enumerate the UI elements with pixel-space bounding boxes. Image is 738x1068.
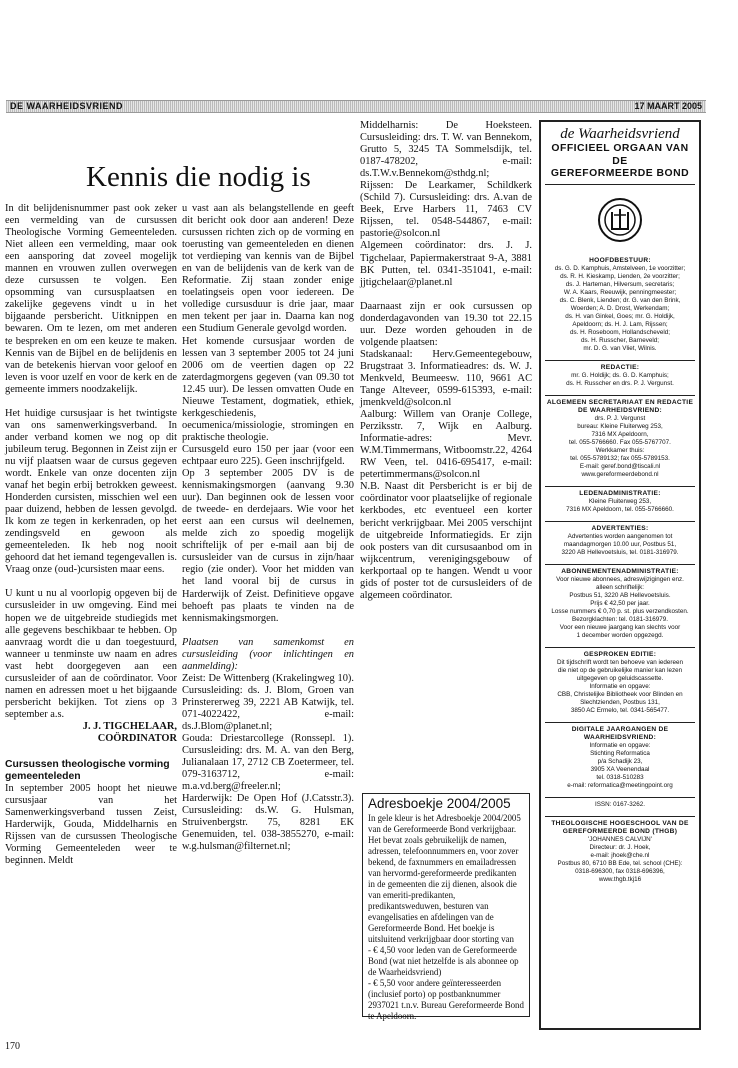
paragraph: Cursusgeld euro 150 per jaar (voor een echtpaar euro 225). Geen inschrijfgeld. xyxy=(182,443,354,467)
masthead-section-heading: LEDENADMINISTRATIE: xyxy=(579,489,661,497)
masthead-line: Slechtzienden, Postbus 131, xyxy=(580,698,660,706)
masthead-line: Woerden; A. D. Drost, Werkendam; xyxy=(570,304,670,312)
masthead-line: 3905 XA Veenendaal xyxy=(590,765,650,773)
masthead-colophon xyxy=(539,120,701,1030)
masthead-line: Voor nieuwe abonnees, adreswijzigingen enz. xyxy=(556,575,684,583)
masthead-line: CBB, Christelijke Bibliotheek voor Blinden en xyxy=(557,690,683,698)
masthead-line: www.thgb.tkj16 xyxy=(598,875,642,883)
masthead-subtitle: OFFICIEEL ORGAAN VAN DE xyxy=(551,143,689,167)
bond-seal-icon xyxy=(597,197,643,243)
masthead-line: ds. G. D. Kamphuis, Amstelveen, 1e voorzitter; xyxy=(554,264,686,272)
masthead-section-heading: ADVERTENTIES: xyxy=(591,524,649,532)
box-price-members: - € 4,50 voor leden van de Gereformeerde Bond (wat niet hetzelfde is als abonnee op de Waarheidsvriend) xyxy=(368,945,519,977)
divider xyxy=(545,564,695,565)
masthead-line: die niet op de gebruikelijke manier kan lezen xyxy=(557,666,683,674)
masthead-section-heading: ALGEMEEN SECRETARIAAT EN REDACTIE DE WAARHEIDSVRIEND: xyxy=(546,398,694,414)
masthead-section xyxy=(545,486,695,514)
paragraph: U kunt u nu al voorlopig opgeven bij de cursusleider in uw omgeving. Eind mei hopen we de uitgebreide studiegids met alle gegevens beschikbaar te hebben. Op aanvraag wordt die u dan toegestuurd, wanneer u tenminste uw naam en adres vast hebt doorgegeven aan een cursusleider of aan de coördinator. Voor namen en adressen moet u het bijgaande persbericht bekijken. Tot ziens op 3 september a.s. xyxy=(5,588,177,720)
masthead-line: ISSN: 0167-3262. xyxy=(594,800,646,808)
masthead-section xyxy=(545,395,695,479)
masthead-line: Voor een nieuwe jaargang kan slechts voor xyxy=(559,623,681,631)
masthead-line: ds. C. Blenk, Lienden; dr. G. van den Brink, xyxy=(559,296,681,304)
running-header xyxy=(6,100,706,113)
article-column-1 xyxy=(5,203,177,879)
box-text: In gele kleur is het Adresboekje 2004/2005 van de Gereformeerde Bond verkrijgbaar. Het bevat zoals gebruikelijk de namen, adressen, telefoonnummers en, voor zover bekend, de faxnummers en emailadressen van hervormd-gereformeerde predikanten in de gemeenten die zij dienen, alsook die van emeriti-predikanten, predikantsweduwen, besturen van evangelisaties en afdelingen van de Gereformeerde Bond. Het boekje is uitsluitend verkrijgbaar door storting van xyxy=(368,813,521,944)
masthead-line: drs. P. J. Vergunst xyxy=(594,414,646,422)
divider xyxy=(545,521,695,522)
masthead-line: Prijs € 42,50 per jaar. xyxy=(590,599,650,607)
masthead-line: Losse nummers € 0,70 p. st. plus verzendkosten. Bezorgklachten: tel. 0181-316979. xyxy=(551,607,689,623)
masthead-line: maandagmorgen 10.00 uur, Postbus 51, xyxy=(563,540,677,548)
masthead-line: mr. G. Holdijk; ds. G. D. Kamphuis; xyxy=(571,371,669,379)
masthead-line: W. A. Kaars, Reeuwijk, penningmeester; xyxy=(563,288,677,296)
place-entry: Harderwijk: De Open Hof (J.Catsstr.3). Cursusleiding: ds.W. G. Hulsman, Struivenbergstr. 75, 8281 EK Genemuiden, tel. 038-3855270, e-mail: w.g.hulsman@filternet.nl; xyxy=(182,793,354,853)
adresboekje-box xyxy=(362,793,530,1021)
article-column-2 xyxy=(182,203,354,853)
masthead-section xyxy=(545,797,695,809)
masthead-line: 3220 AB Hellevoetsluis, tel. 0181-316979. xyxy=(561,548,679,556)
masthead-line: Werkkamer thuis: xyxy=(595,446,645,454)
masthead-line: e-mail: jhoek@che.nl xyxy=(590,851,650,859)
masthead-section xyxy=(545,816,695,884)
masthead-line: www.gereformeerdebond.nl xyxy=(581,470,659,478)
divider xyxy=(545,395,695,396)
masthead-line: tel. 055-5789132; fax 055-5789153. xyxy=(570,454,670,462)
header-date: 17 MAART 2005 xyxy=(634,101,702,111)
masthead-line: ds. J. Harteman, Hilversum, secretaris; xyxy=(565,280,675,288)
masthead-sections xyxy=(545,257,695,884)
masthead-line: Dit tijdschrift wordt ten behoeve van iedereen xyxy=(556,658,683,666)
paragraph: Daarnaast zijn er ook cursussen op donderdagavonden van 19.30 tot 22.15 uur. Deze worden gehouden in de volgende plaatsen: xyxy=(360,300,532,348)
masthead-line: alleen schriftelijk: xyxy=(596,583,644,591)
divider xyxy=(545,647,695,648)
masthead-section-heading: HOOFDBESTUUR: xyxy=(589,256,651,264)
masthead-title: de Waarheidsvriend xyxy=(560,126,680,142)
masthead-line: 1 december worden opgezegd. xyxy=(576,631,664,639)
masthead-line: Advertenties worden aangenomen tot xyxy=(567,532,673,540)
masthead-subtitle: GEREFORMEERDE BOND xyxy=(550,168,690,179)
masthead-section xyxy=(545,257,695,353)
masthead-section xyxy=(545,521,695,557)
masthead-line: uitgegeven op geluidscassette. xyxy=(576,674,664,682)
article-column-3 xyxy=(360,120,532,614)
masthead-line: tel. 0318-510283 xyxy=(596,773,644,781)
masthead-line: Stichting Reformatica xyxy=(590,749,650,757)
masthead-line: ds. H. Roseboom, Hollandscheveld; xyxy=(569,328,671,336)
masthead-line: Postbus 80, 6710 BB Ede, tel. school (CHE): xyxy=(557,859,683,867)
masthead-section-heading: REDACTIE: xyxy=(600,363,640,371)
place-entry: Middelharnis: De Hoeksteen. Cursusleiding: drs. T. W. van Bennekom, Grutto 5, 3245 TA Sommelsdijk, tel. 0187-478202, e-mail: ds.T.W.v.Bennekom@sthdg.nl; xyxy=(360,120,532,180)
masthead-section-heading: DIGITALE JAARGANGEN DE WAARHEIDSVRIEND: xyxy=(571,725,669,741)
masthead-line: Directeur: dr. J. Hoek, xyxy=(589,843,651,851)
masthead-line: 'JOHANNES CALVIJN' xyxy=(588,835,652,843)
masthead-line: 3850 AC Ermelo, tel. 0341-565477. xyxy=(570,706,670,714)
box-price-others: - € 5,50 voor andere geïnteresseerden (inclusief porto) op postbanknummer 2937021 t.n.v. Bureau Gereformeerde Bond te Apeldoorn. xyxy=(368,978,524,1021)
masthead-line: p/a Schadijk 23, xyxy=(597,757,643,765)
divider xyxy=(545,360,695,361)
masthead-section-heading: ABONNEMENTENADMINISTRATIE: xyxy=(561,567,679,575)
masthead-line: ds. H. Russcher, Barneveld; xyxy=(580,336,660,344)
masthead-section xyxy=(545,564,695,640)
masthead-line: e-mail: reformatica@meetingpoint.org xyxy=(567,781,673,789)
paragraph: Op 3 september 2005 DV is de kennismakingsmorgen (aanvang 9.30 uur). Dan beginnen ook de lessen voor de tweede- en derdejaars. Wie voor het eerst aan een cursus wil deelnemen, melde zich zo spoedig mogelijk schriftelijk of per e-mail aan bij de cursusleider van de cursus in zijn/haar regio (zie onder). Voor het midden van het land vooral bij de cursus in Harderwijk of Zeist. Definitieve opgave behoeft pas plaats te vinden na de kennismakingsmorgen. xyxy=(182,468,354,624)
divider xyxy=(545,722,695,723)
header-publication: DE WAARHEIDSVRIEND xyxy=(10,101,124,111)
masthead-line: bureau: Kleine Fluiterweg 253, xyxy=(577,422,663,430)
masthead-section-heading: THEOLOGISCHE HOGESCHOOL VAN DE GEREFORMEERDE BOND (THGB) xyxy=(551,819,689,835)
page-number: 170 xyxy=(5,1041,20,1052)
divider xyxy=(545,486,695,487)
masthead-line: 0318-696300, fax 0318-696396, xyxy=(575,867,665,875)
masthead-section xyxy=(545,722,695,790)
masthead-line: 7316 MX Apeldoorn, tel. 055-5766660. xyxy=(566,505,674,513)
divider xyxy=(545,184,695,185)
divider xyxy=(545,816,695,817)
place-entry: Zeist: De Wittenberg (Krakelingweg 10). Cursusleiding: ds. J. Blom, Groen van Prinstererweg 39, 2221 AB Katwijk, tel. 071-4022422, e-mail: ds.J.Blom@planet.nl; xyxy=(182,672,354,732)
divider xyxy=(545,797,695,798)
place-entry: Gouda: Driestarcollege (Ronssepl. 1). Cursusleiding: drs. M. A. van den Berg, Julianalaan 17, 2712 CB Zoetermeer, tel. 079-3163712, e-mail: m.a.vd.berg@freeler.nl; xyxy=(182,733,354,793)
box-title: Adresboekje 2004/2005 xyxy=(368,796,511,811)
masthead-line: mr. D. G. van Vliet, Wilnis. xyxy=(583,344,657,352)
masthead-line: Informatie en opgave: xyxy=(589,741,651,749)
masthead-section xyxy=(545,360,695,388)
place-entry: Rijssen: De Learkamer, Schildkerk (Schild 7). Cursusleiding: drs. A.van de Beek, Erve Harbers 11, 7463 CV Rijssen, tel. 0548-544867, e-mail: pastorie@solcon.nl xyxy=(360,180,532,240)
place-entry: Stadskanaal: Herv.Gemeentegebouw, Brugstraat 3. Informatieadres: ds. W. J. Menkveld, Beumeesw. 110, 9661 AC Tange Alteveer, 0599-615393, e-mail: jmenkveld@solcon.nl xyxy=(360,348,532,409)
masthead-line: tel. 055-5766660. Fax 055-5767707. xyxy=(569,438,671,446)
places-heading: Plaatsen van samenkomst en cursusleiding (voor inlichtingen en aanmelding): xyxy=(182,636,354,672)
masthead-section xyxy=(545,647,695,715)
paragraph: Het komende cursusjaar worden de lessen van 3 september 2005 tot 24 juni 2006 om de veertien dagen op 22 zaterdagmorgens gegeven (van 09.30 tot 12.45 uur). De lessen omvatten Oude en Nieuwe Testament, dogmatiek, ethiek, kerkgeschiedenis, oecumenica/missiologie, stromingen en praktische theologie. xyxy=(182,335,354,443)
masthead-line: Postbus 51, 3220 AB Hellevoetsluis. xyxy=(569,591,671,599)
author-signature: J. J. TIGCHELAAR, COÖRDINATOR xyxy=(82,720,177,744)
masthead-line: ds. R. H. Kieskamp, Lienden, 2e voorzitter; xyxy=(560,272,680,280)
paragraph: Het huidige cursusjaar is het twintigste van ons samenwerkingsverband. In ander verband komen we nog op dit jubileum terug. Begonnen in Zeist zijn er nu vijf plaatsen waar de cursus gegeven wordt. Enkele van onze docenten zijn vanaf het begin erbij betrokken geweest. Honderden cursisten, misschien wel een paar duizend, hebben de lessen gevolgd. Ik kom ze tegen in kerkenraden, op het zendingsveld en gewoon als gemeenteleden. Ik heb nog nooit gehoord dat het iemand tegengevallen is. Vraag onze (oud-)cursisten maar eens. xyxy=(5,407,177,576)
paragraph: In september 2005 hoopt het nieuwe cursusjaar van het Samenwerkingsverband tussen Zeist, Harderwijk, Gouda, Middelharnis en Rijssen van de cursussen Theologische Vorming Gemeenteleden weer te beginnen. Meldt xyxy=(5,783,177,867)
masthead-line: ds. H. van Ginkel, Goes; mr. G. Holdijk, xyxy=(565,312,675,320)
masthead-line: Informatie en opgave: xyxy=(589,682,651,690)
coordinator-entry: Algemeen coördinator: drs. J. J. Tigchelaar, Papiermakerstraat 9-A, 3881 BK Putten, tel. 0341-351041, e-mail: jjtigchelaar@planet.nl xyxy=(360,240,532,288)
masthead-line: 7316 MX Apeldoorn, xyxy=(591,430,649,438)
masthead-line: Kleine Fluiterweg 253, xyxy=(588,497,652,505)
article-title: Kennis die nodig is xyxy=(86,161,311,193)
section-subheading: Cursussen theologische vorming gemeenteleden xyxy=(5,759,170,783)
masthead-line: ds. H. Russcher en drs. P. J. Vergunst. xyxy=(566,379,674,387)
masthead-section-heading: GESPROKEN EDITIE: xyxy=(583,650,657,658)
paragraph: N.B. Naast dit Persbericht is er bij de coördinator voor plaatselijke of regionale kerkbodes, etc eventueel een korter bericht verkrijgbaar. Mei 2005 verschijnt de uitgebreide Informatiegids. Er zijn ook posters van dit cursusaanbod om in wijkcentrum, verenigingsgebouw of kerkportaal op te hangen. Wendt u voor gids of poster tot de cursusleiders of de algemeen coördinator. xyxy=(360,481,532,601)
place-entry: Aalburg: Willem van Oranje College, Perziksstr. 7, Wijk en Aalburg. Informatie-adres: Mevr. W.M.Timmermans, Witboomstr.22, 4264 RW Veen, tel. 0416-695417, e-mail: petertimmermans@solcon.nl xyxy=(360,409,532,481)
masthead-line: E-mail: geref.bond@tiscali.nl xyxy=(579,462,661,470)
paragraph: In dit belijdenisnummer past ook zeker een vermelding van de cursussen Theologische Vorming Gemeenteleden. Niet alleen een vermelding, maar ook een aansporing dat zoveel mogelijk mannen en vrouwen zullen overwegen deze cursussen te volgen. Een opsomming van cursusplaatsen en zakelijke gegevens vindt u in het bijgaande persbericht. Uitknippen en bewaren. Om te lezen, om met anderen te bespreken en om een keuze te maken. Kennis van de Bijbel en de belijdenis en van de betekenis hiervan voor geloof en leven is voor uzelf en voor de kerk en de gemeente immers noodzakelijk. xyxy=(5,203,177,395)
paragraph: u vast aan als belangstellende en geeft dit bericht ook door aan anderen! Deze cursussen richten zich op de vorming en toerusting van gemeenteleden en dienen tot verdieping van kennis van de Bijbel en van de belijdenis van de kerk van de Reformatie. Zij staan zonder enige toelatingseis open voor iedereen. De volledige cursusduur is drie jaar, maar men tekent per jaar in. Daarna kan nog een Studium Generale gevolgd worden. xyxy=(182,203,354,335)
masthead-line: Apeldoorn; ds. H. J. Lam, Rijssen; xyxy=(572,320,668,328)
